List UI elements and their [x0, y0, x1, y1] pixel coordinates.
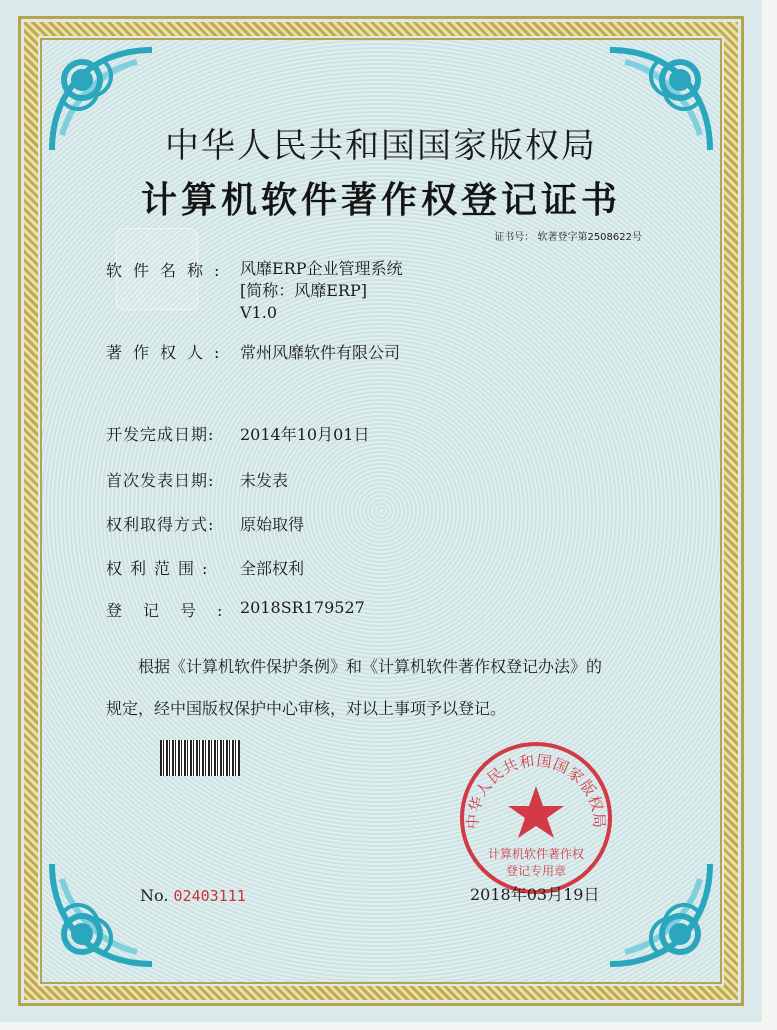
issue-date: 2018年03月19日 — [470, 885, 600, 904]
statement-line-2: 规定，经中国版权保护中心审核，对以上事项予以登记。 — [106, 699, 507, 718]
field-owner — [106, 340, 400, 363]
field-label: 权利范围: — [106, 559, 216, 578]
seal-center-line-2: 登记专用章 — [505, 864, 567, 878]
field-label: 著作权人: — [106, 343, 231, 362]
field-value: 全部权利 — [240, 559, 305, 578]
issuing-authority: 中华人民共和国国家版权局 — [165, 126, 597, 166]
barcode-icon — [160, 740, 240, 776]
field-publish-date — [106, 468, 288, 491]
serial-value: 02403111 — [173, 887, 246, 905]
field-label: 登记号: — [106, 601, 244, 620]
serial-number — [140, 886, 246, 905]
software-short-name-line: [简称：风靡ERP] — [240, 281, 367, 300]
field-software-name — [106, 258, 403, 324]
field-rights-scope — [106, 556, 304, 579]
field-dev-date — [106, 422, 369, 445]
field-label: 首次发表日期: — [106, 471, 215, 490]
field-acquire-method — [106, 512, 304, 535]
field-value: 常州风靡软件有限公司 — [240, 343, 401, 362]
field-label: 权利取得方式: — [106, 515, 215, 534]
field-value: 未发表 — [240, 471, 289, 490]
field-registration-number — [106, 598, 365, 621]
serial-prefix: No. — [140, 886, 169, 905]
statement-line-1: 根据《计算机软件保护条例》和《计算机软件著作权登记办法》的 — [138, 657, 603, 676]
corner-ornament-bottom-left — [42, 854, 162, 974]
software-name-line: 风靡ERP企业管理系统 — [240, 259, 403, 278]
certificate-number: 证书号： 软著登字第2508622号 — [494, 232, 642, 243]
corner-ornament-bottom-right — [600, 854, 720, 974]
field-value: 原始取得 — [240, 515, 305, 534]
seal-ring-text: 中华人民共和国国家版权局 — [463, 751, 609, 830]
field-label: 软件名称: — [106, 261, 231, 280]
field-value: 2018SR179527 — [240, 598, 365, 617]
field-value: 2014年10月01日 — [240, 425, 370, 444]
field-value — [240, 258, 403, 324]
certificate-title: 计算机软件著作权登记证书 — [140, 179, 621, 221]
software-version-line: V1.0 — [240, 303, 277, 322]
field-label: 开发完成日期: — [106, 425, 215, 444]
seal-center-line-1: 计算机软件著作权 — [487, 847, 585, 861]
official-seal-icon — [456, 738, 616, 898]
